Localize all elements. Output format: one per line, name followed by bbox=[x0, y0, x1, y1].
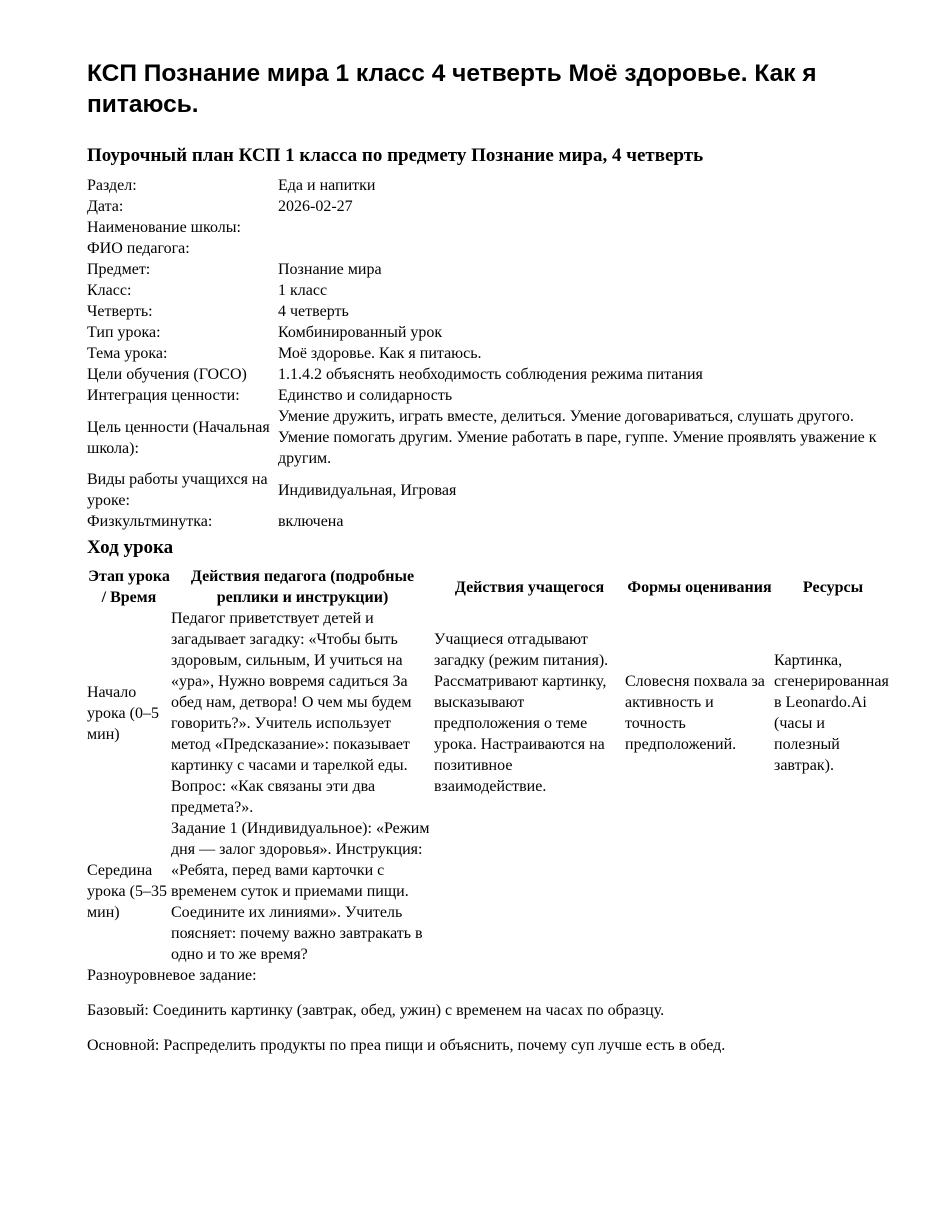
plan-subtitle: Поурочный план КСП 1 класса по предмету Познание мира, 4 четверть bbox=[87, 145, 704, 166]
document-page bbox=[87, 58, 892, 1056]
meta-label: Цели обучения (ГОСО) bbox=[87, 366, 247, 383]
cell-resources bbox=[774, 818, 892, 965]
meta-label: Физкультминутка: bbox=[87, 513, 213, 530]
cell-student-actions: Учащиеся отгадывают загадку (режим питания). Рассматривают картинку, высказывают предположения о теме урока. Настраиваются на позитивное взаимодействие. bbox=[434, 631, 609, 795]
table-row bbox=[87, 818, 892, 965]
meta-label: Предмет: bbox=[87, 261, 151, 278]
meta-row bbox=[87, 343, 892, 364]
meta-row bbox=[87, 511, 892, 532]
meta-row bbox=[87, 196, 892, 217]
cell-stage: Начало урока (0–5 мин) bbox=[87, 683, 159, 743]
meta-row bbox=[87, 280, 892, 301]
meta-row bbox=[87, 217, 892, 238]
meta-label: Цель ценности (Начальная школа): bbox=[87, 418, 270, 457]
cell-student-actions bbox=[434, 818, 625, 965]
meta-row bbox=[87, 238, 892, 259]
meta-value: Еда и напитки bbox=[278, 177, 376, 194]
meta-label: Тема урока: bbox=[87, 345, 168, 362]
lesson-progress-table bbox=[87, 566, 892, 965]
header-stage: Этап урока / Время bbox=[88, 568, 170, 606]
page-title: КСП Познание мира 1 класс 4 четверть Моё здоровье. Как я питаюсь. bbox=[87, 60, 817, 118]
meta-label: Четверть: bbox=[87, 303, 153, 320]
header-resources: Ресурсы bbox=[802, 578, 864, 596]
meta-value: Моё здоровье. Как я питаюсь. bbox=[278, 345, 482, 362]
tiered-task-main: Основной: Распределить продукты по преа пищи и объяснить, почему суп лучше есть в обед. bbox=[87, 1037, 726, 1054]
meta-label: ФИО педагога: bbox=[87, 240, 190, 257]
cell-stage: Середина урока (5–35 мин) bbox=[87, 862, 167, 921]
meta-row bbox=[87, 322, 892, 343]
meta-value: 1.1.4.2 объяснять необходимость соблюдения режима питания bbox=[278, 366, 703, 383]
meta-label: Интеграция ценности: bbox=[87, 387, 240, 404]
meta-row bbox=[87, 364, 892, 385]
meta-value: 1 класс bbox=[278, 282, 328, 299]
table-row bbox=[87, 608, 892, 818]
meta-value: Единство и солидарность bbox=[278, 387, 453, 404]
meta-value: Познание мира bbox=[278, 261, 382, 278]
cell-teacher-actions: Педагог приветствует детей и загадывает загадку: «Чтобы быть здоровым, сильным, И учиться на «ура», Нужно вовремя садиться За обед нам, детвора! О чем мы будем говорить?». Учитель использует метод «Предсказание»: показывает картинку с часами и тарелкой еды. Вопрос: «Как связаны эти два предмета?». bbox=[171, 610, 412, 816]
meta-value: 4 четверть bbox=[278, 303, 349, 320]
meta-label: Наименование школы: bbox=[87, 219, 241, 236]
cell-assessment bbox=[625, 818, 774, 965]
tiered-task-basic: Базовый: Соединить картинку (завтрак, обед, ужин) с временем на часах по образцу. bbox=[87, 1002, 665, 1019]
header-student-actions: Действия учащегося bbox=[454, 578, 605, 596]
meta-value: Комбинированный урок bbox=[278, 324, 443, 341]
header-assessment: Формы оценивания bbox=[627, 578, 772, 596]
meta-value: 2026-02-27 bbox=[278, 198, 353, 215]
meta-label: Класс: bbox=[87, 282, 132, 299]
meta-row bbox=[87, 385, 892, 406]
cell-resources: Картинка, сгенерированная в Leonardo.Ai (часы и полезный завтрак). bbox=[774, 652, 889, 774]
table-header-row bbox=[87, 566, 892, 608]
cell-assessment: Словесня похвала за активность и точность предположений. bbox=[625, 673, 765, 753]
meta-label: Дата: bbox=[87, 198, 124, 215]
meta-value: включена bbox=[278, 513, 344, 530]
meta-row bbox=[87, 175, 892, 196]
tiered-task-heading: Разноуровневое задание: bbox=[87, 967, 257, 984]
cell-teacher-actions: Задание 1 (Индивидуальное): «Режим дня — залог здоровья». Инструкция: «Ребята, перед вами карточки с временем суток и приемами пищи. Соедините их линиями». Учитель поясняет: почему важно завтракать в одно и то же время? bbox=[171, 820, 430, 963]
lesson-meta-table bbox=[87, 175, 892, 532]
lesson-heading: Ход урока bbox=[87, 537, 174, 558]
meta-value bbox=[278, 217, 892, 238]
meta-row bbox=[87, 469, 892, 511]
meta-row bbox=[87, 406, 892, 469]
meta-label: Тип урока: bbox=[87, 324, 161, 341]
meta-label: Раздел: bbox=[87, 177, 137, 194]
header-teacher-actions: Действия педагога (подробные реплики и инструкции) bbox=[190, 568, 415, 606]
meta-value: Индивидуальная, Игровая bbox=[278, 481, 457, 499]
meta-label: Виды работы учащихся на уроке: bbox=[87, 471, 268, 509]
meta-value bbox=[278, 238, 892, 259]
meta-row bbox=[87, 301, 892, 322]
meta-row bbox=[87, 259, 892, 280]
meta-value: Умение дружить, играть вместе, делиться. Умение договариваться, слушать другого. Умение помогать другим. Умение работать в паре, гуппе. Умение проявлять уважение к другим. bbox=[278, 408, 877, 467]
